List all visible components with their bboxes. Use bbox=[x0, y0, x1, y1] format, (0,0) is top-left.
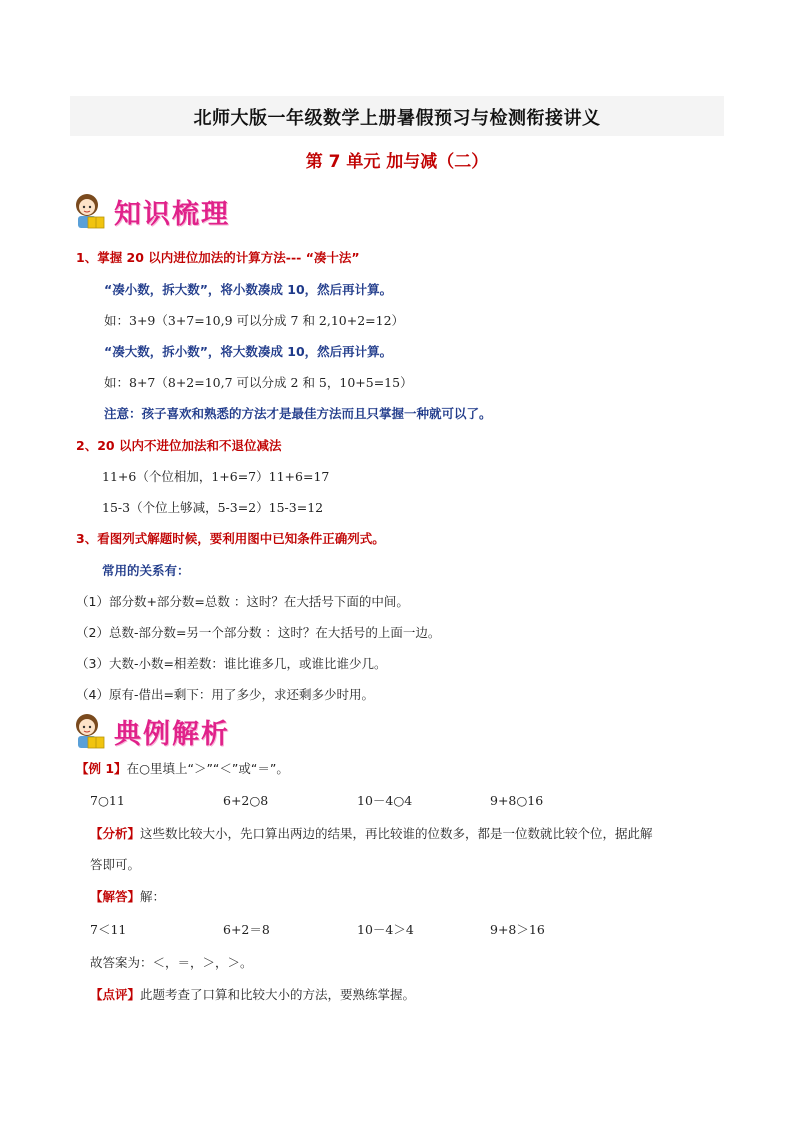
point-1-rule-2: “凑大数，拆小数”，将大数凑成 10，然后再计算。 bbox=[104, 344, 393, 359]
unit-title: 第 7 单元 加与减（二） bbox=[305, 152, 489, 172]
answer-3: 10－4＞4 bbox=[357, 922, 414, 937]
problem-2: 6+2○8 bbox=[223, 793, 269, 808]
section-examples-heading bbox=[70, 710, 230, 752]
point-1-note: 注意：孩子喜欢和熟悉的方法才是最佳方法而且只掌握一种就可以了。 bbox=[104, 406, 492, 421]
analysis-line-1 bbox=[90, 826, 653, 842]
answer-2: 6+2＝8 bbox=[223, 922, 270, 937]
point-1-example-1: 如：3+9（3+7=10,9 可以分成 7 和 2,10+2=12） bbox=[104, 313, 405, 328]
problem-3: 10－4○4 bbox=[357, 793, 413, 808]
point-1-rule-1: “凑小数，拆大数”，将小数凑成 10，然后再计算。 bbox=[104, 282, 393, 297]
relation-1: （1）部分数+部分数=总数 ：这时？在大括号下面的中间。 bbox=[76, 594, 409, 609]
section-knowledge-heading bbox=[70, 190, 230, 232]
final-answer: 故答案为：＜，＝，＞，＞。 bbox=[90, 955, 253, 970]
section-title: 知识梳理 bbox=[114, 198, 230, 230]
point-1-title: 1、掌握 20 以内进位加法的计算方法--- “凑十法” bbox=[76, 250, 360, 265]
problem-4: 9+8○16 bbox=[490, 793, 544, 808]
answer-1: 7＜11 bbox=[90, 922, 127, 937]
reading-girl-icon bbox=[70, 191, 110, 231]
example-1-question bbox=[76, 761, 289, 777]
analysis-text: 这些数比较大小，先口算出两边的结果，再比较谁的位数多，都是一位数就比较个位，据此解 bbox=[140, 826, 653, 841]
comment-line bbox=[90, 987, 415, 1003]
relation-3: （3）大数-小数=相差数：谁比谁多几，或谁比谁少几。 bbox=[76, 656, 387, 671]
relation-2: （2）总数-部分数=另一个部分数 ：这时？在大括号的上面一边。 bbox=[76, 625, 441, 640]
point-2-title: 2、20 以内不进位加法和不退位减法 bbox=[76, 438, 282, 453]
reading-girl-icon bbox=[70, 711, 110, 751]
point-3-title: 3、看图列式解题时候，要利用图中已知条件正确列式。 bbox=[76, 531, 385, 546]
answer-label: 解： bbox=[140, 889, 166, 904]
answer-tag: 【解答】 bbox=[90, 889, 141, 904]
answer-4: 9+8＞16 bbox=[490, 922, 545, 937]
problem-1: 7○11 bbox=[90, 793, 125, 808]
analysis-tag: 【分析】 bbox=[90, 826, 141, 841]
point-1-example-2: 如：8+7（8+2=10,7 可以分成 2 和 5，10+5=15） bbox=[104, 375, 413, 390]
point-2-example-1: 11+6（个位相加，1+6=7）11+6=17 bbox=[102, 469, 330, 484]
comment-tag: 【点评】 bbox=[90, 987, 141, 1002]
section-title: 典例解析 bbox=[114, 718, 230, 750]
document-title: 北师大版一年级数学上册暑假预习与检测衔接讲义 bbox=[193, 108, 601, 129]
analysis-line-2: 答即可。 bbox=[90, 857, 141, 872]
point-2-example-2: 15-3（个位上够减，5-3=2）15-3=12 bbox=[102, 500, 324, 515]
relation-4: （4）原有-借出=剩下：用了多少，求还剩多少时用。 bbox=[76, 687, 374, 702]
example-question-text: 在○里填上“＞”“＜”或“＝”。 bbox=[126, 761, 289, 776]
example-tag: 【例 1】 bbox=[76, 761, 127, 776]
comment-text: 此题考查了口算和比较大小的方法，要熟练掌握。 bbox=[140, 987, 416, 1002]
point-3-subtitle: 常用的关系有： bbox=[102, 563, 190, 578]
answer-heading bbox=[90, 889, 165, 905]
